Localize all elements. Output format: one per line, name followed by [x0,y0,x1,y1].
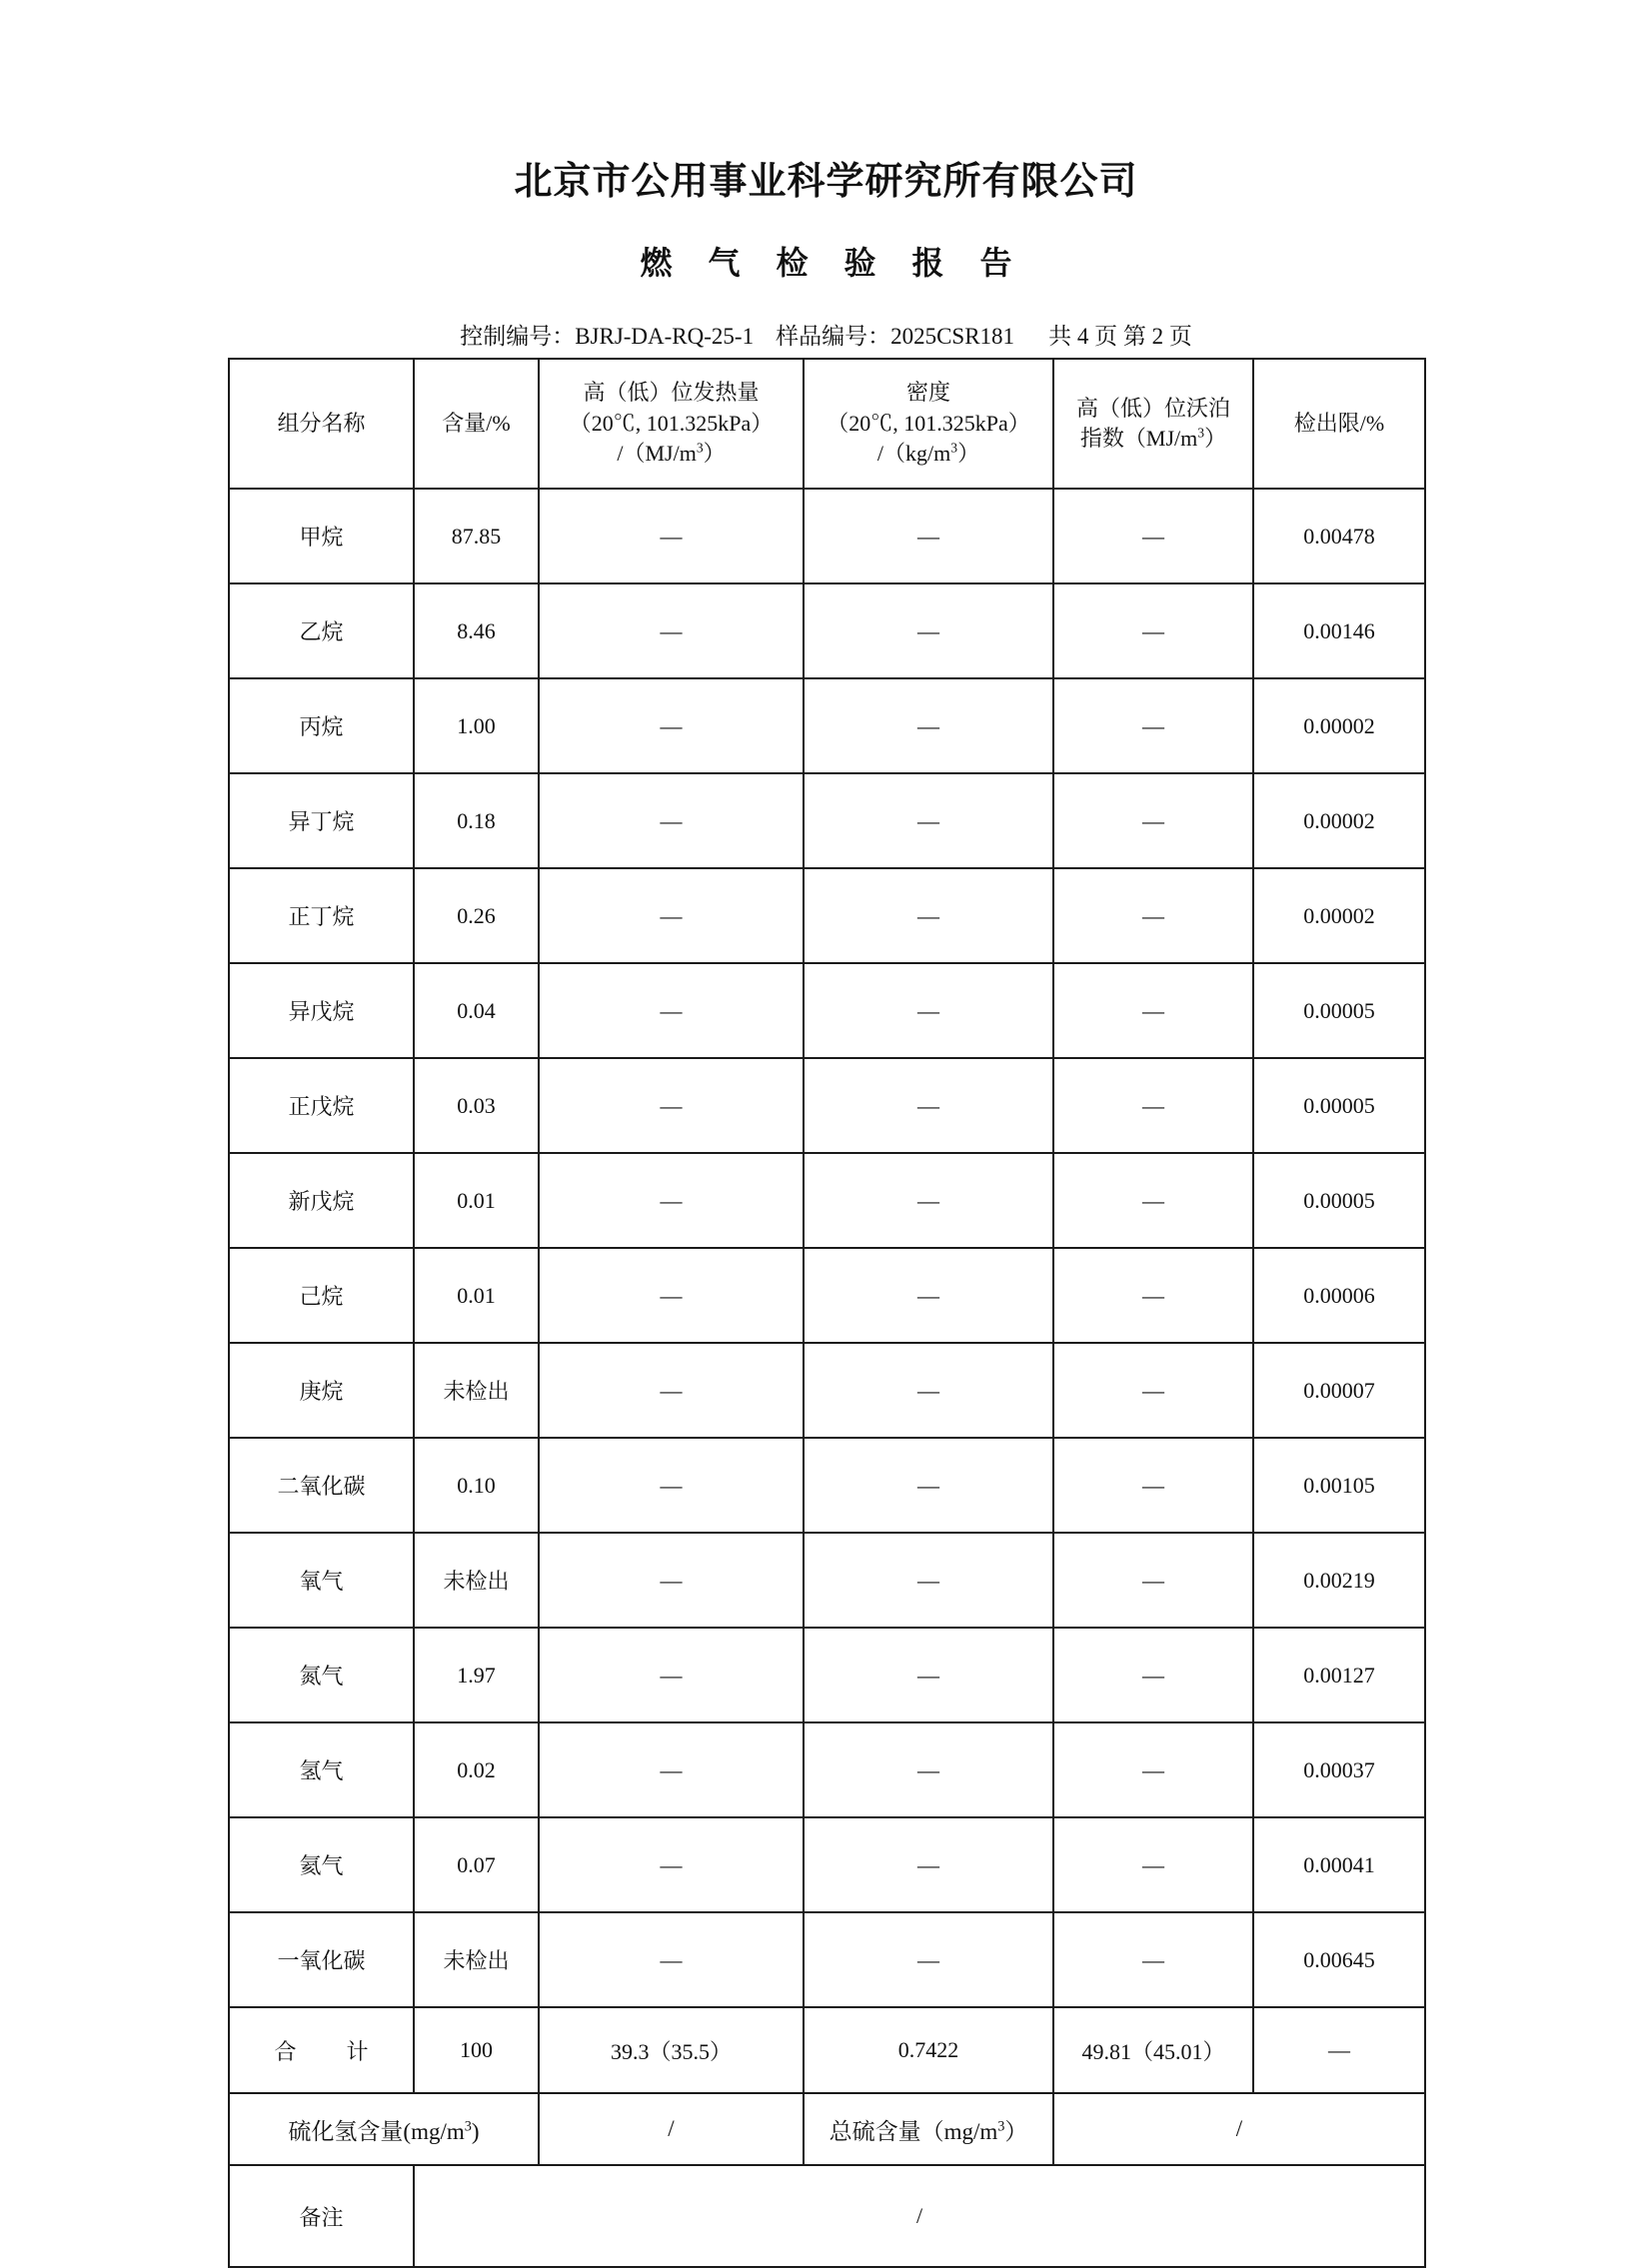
component-density: — [804,489,1053,583]
component-density: — [804,963,1053,1058]
component-density: — [804,1153,1053,1248]
table-row [229,678,1425,773]
component-density: — [804,773,1053,868]
component-content: 8.46 [414,583,539,678]
table-row [229,583,1425,678]
component-detection-limit: 0.00002 [1253,773,1425,868]
component-wobbe: — [1053,489,1253,583]
component-wobbe: — [1053,1248,1253,1343]
component-wobbe: — [1053,1912,1253,2007]
component-density: — [804,1058,1053,1153]
total-label: 合 计 [229,2007,414,2093]
component-content: 1.97 [414,1628,539,1722]
table-row [229,1248,1425,1343]
component-content: 87.85 [414,489,539,583]
table-row [229,963,1425,1058]
component-content: 未检出 [414,1912,539,2007]
total-row [229,2007,1425,2093]
table-row [229,1343,1425,1438]
component-density: — [804,868,1053,963]
component-heating-value: — [539,1722,804,1817]
component-wobbe: — [1053,678,1253,773]
component-name: 正丁烷 [229,868,414,963]
component-wobbe: — [1053,1153,1253,1248]
component-density: — [804,1248,1053,1343]
component-name: 氮气 [229,1628,414,1722]
component-content: 0.18 [414,773,539,868]
component-density: — [804,1533,1053,1628]
component-heating-value: — [539,1248,804,1343]
component-detection-limit: 0.00478 [1253,489,1425,583]
component-heating-value: — [539,1153,804,1248]
component-content: 未检出 [414,1533,539,1628]
component-content: 0.03 [414,1058,539,1153]
component-detection-limit: 0.00002 [1253,868,1425,963]
wobbe-line-1: 高（低）位沃泊 [1075,395,1230,421]
column-header-heating-value [539,359,804,489]
component-detection-limit: 0.00002 [1253,678,1425,773]
component-heating-value: — [539,963,804,1058]
column-header-content: 含量/% [414,359,539,489]
h2s-value: / [539,2093,804,2165]
component-density: — [804,678,1053,773]
component-wobbe: — [1053,963,1253,1058]
component-wobbe: — [1053,1058,1253,1153]
component-heating-value: — [539,1343,804,1438]
component-content: 0.26 [414,868,539,963]
component-density: — [804,1343,1053,1438]
component-heating-value: — [539,678,804,773]
component-content: 0.01 [414,1153,539,1248]
total-heating-value: 39.3（35.5） [539,2007,804,2093]
table-row [229,868,1425,963]
component-name: 氦气 [229,1817,414,1912]
table-row [229,1912,1425,2007]
table-row [229,1153,1425,1248]
component-content: 0.04 [414,963,539,1058]
component-heating-value: — [539,1058,804,1153]
component-detection-limit: 0.00105 [1253,1438,1425,1533]
report-meta-line [0,318,1652,351]
component-heating-value: — [539,583,804,678]
component-content: 0.07 [414,1817,539,1912]
total-density: 0.7422 [804,2007,1053,2093]
page-title: 燃 气 检 验 报 告 [640,245,1026,281]
sulfur-row [229,2093,1425,2165]
component-content: 未检出 [414,1343,539,1438]
component-density: — [804,1817,1053,1912]
table-row [229,773,1425,868]
component-detection-limit: 0.00005 [1253,1058,1425,1153]
component-wobbe: — [1053,773,1253,868]
table-row [229,1438,1425,1533]
component-detection-limit: 0.00006 [1253,1248,1425,1343]
component-wobbe: — [1053,1817,1253,1912]
component-wobbe: — [1053,868,1253,963]
component-name: 庚烷 [229,1343,414,1438]
remark-row [229,2165,1425,2267]
component-name: 己烷 [229,1248,414,1343]
component-detection-limit: 0.00007 [1253,1343,1425,1438]
table-row [229,1817,1425,1912]
component-detection-limit: 0.00127 [1253,1628,1425,1722]
component-detection-limit: 0.00005 [1253,963,1425,1058]
component-heating-value: — [539,1912,804,2007]
column-header-detection-limit: 检出限/% [1253,359,1425,489]
control-no-label: 控制编号： [460,324,576,349]
component-detection-limit: 0.00219 [1253,1533,1425,1628]
gas-composition-table [228,358,1426,2268]
component-density: — [804,1912,1053,2007]
component-heating-value: — [539,1817,804,1912]
component-name: 丙烷 [229,678,414,773]
component-wobbe: — [1053,1628,1253,1722]
page-info: 共 4 页 第 2 页 [1048,324,1192,349]
total-limit: — [1253,2007,1425,2093]
heat-line-1: 高（低）位发热量 [583,380,760,406]
remark-value: / [414,2165,1425,2267]
column-header-name: 组分名称 [229,359,414,489]
component-name: 异丁烷 [229,773,414,868]
heat-line-2: （20℃, 101.325kPa） [569,410,774,436]
total-sulfur-value: / [1053,2093,1425,2165]
component-heating-value: — [539,868,804,963]
component-content: 0.10 [414,1438,539,1533]
component-name: 异戊烷 [229,963,414,1058]
sample-no-value: 2025CSR181 [890,324,1015,349]
total-sulfur-label: 总硫含量$(mg/m^3)$ [804,2093,1053,2165]
sample-no-label: 样品编号： [776,324,891,349]
component-wobbe: — [1053,1343,1253,1438]
component-content: 0.02 [414,1722,539,1817]
component-heating-value: — [539,1628,804,1722]
total-wobbe: 49.81（45.01） [1053,2007,1253,2093]
component-content: 1.00 [414,678,539,773]
density-line-2: （20℃, 101.325kPa） [826,410,1030,436]
density-line-3: $/(kg/m^3)$ [876,440,980,467]
remark-label: 备注 [229,2165,414,2267]
total-content: 100 [414,2007,539,2093]
component-detection-limit: 0.00041 [1253,1817,1425,1912]
component-density: — [804,1628,1053,1722]
heat-line-3: $/(MJ/m^3)$ [617,440,726,467]
component-content: 0.01 [414,1248,539,1343]
company-title: 北京市公用事业科学研究所有限公司 [514,161,1138,203]
component-name: 乙烷 [229,583,414,678]
component-heating-value: — [539,773,804,868]
component-wobbe: — [1053,583,1253,678]
column-header-wobbe-index [1053,359,1253,489]
component-name: 新戊烷 [229,1153,414,1248]
wobbe-line-2: 指数$(MJ/m^3)$ [1079,425,1227,451]
component-density: — [804,1722,1053,1817]
component-name: 氢气 [229,1722,414,1817]
table-row [229,1628,1425,1722]
table-header-row [229,359,1425,489]
component-density: — [804,583,1053,678]
table-row [229,1722,1425,1817]
h2s-label: 硫化氢含量$(mg/m^3)$ [229,2093,539,2165]
component-name: 正戊烷 [229,1058,414,1153]
component-name: 氧气 [229,1533,414,1628]
component-wobbe: — [1053,1533,1253,1628]
density-line-1: 密度 [905,380,950,406]
component-wobbe: — [1053,1438,1253,1533]
table-row [229,1533,1425,1628]
component-detection-limit: 0.00037 [1253,1722,1425,1817]
component-detection-limit: 0.00146 [1253,583,1425,678]
component-name: 一氧化碳 [229,1912,414,2007]
table-row [229,489,1425,583]
component-density: — [804,1438,1053,1533]
component-name: 二氧化碳 [229,1438,414,1533]
component-name: 甲烷 [229,489,414,583]
component-detection-limit: 0.00005 [1253,1153,1425,1248]
component-detection-limit: 0.00645 [1253,1912,1425,2007]
component-heating-value: — [539,489,804,583]
component-heating-value: — [539,1438,804,1533]
column-header-density [804,359,1053,489]
component-heating-value: — [539,1533,804,1628]
control-no-value: BJRJ-DA-RQ-25-1 [575,324,755,349]
table-row [229,1058,1425,1153]
component-wobbe: — [1053,1722,1253,1817]
